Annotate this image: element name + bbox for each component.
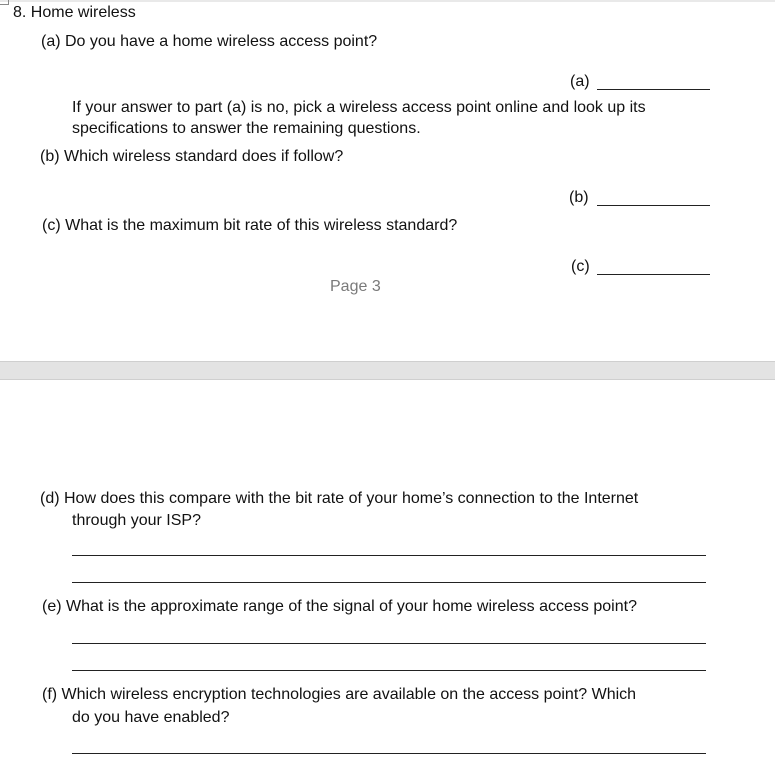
- page-top-edge: [0, 0, 775, 2]
- part-e-answer-line-2[interactable]: [72, 670, 706, 671]
- part-b-question: (b) Which wireless standard does if follow?: [40, 148, 344, 165]
- part-f-question-line-1: (f) Which wireless encryption technologies are available on the access point? Which: [42, 686, 637, 703]
- part-e-answer-line-1[interactable]: [72, 643, 706, 644]
- part-d-answer-line-2[interactable]: [72, 582, 706, 583]
- part-c-answer-line[interactable]: [597, 274, 710, 275]
- question-title: 8. Home wireless: [13, 4, 136, 21]
- note-line-2: specifications to answer the remaining questions.: [72, 120, 421, 137]
- part-d-question-line-2: through your ISP?: [72, 512, 201, 529]
- part-c-question: (c) What is the maximum bit rate of this wireless standard?: [42, 217, 458, 234]
- note-line-1: If your answer to part (a) is no, pick a wireless access point online and look up its: [72, 99, 646, 116]
- page-corner-mark: [0, 0, 9, 5]
- part-d-answer-line-1[interactable]: [72, 555, 706, 556]
- part-f-question-line-2: do you have enabled?: [72, 709, 230, 726]
- part-a-question: (a) Do you have a home wireless access point?: [41, 33, 378, 50]
- part-c-answer-label: (c): [571, 258, 590, 275]
- part-b-answer-label: (b): [569, 189, 589, 206]
- page-break-separator: [0, 361, 775, 380]
- part-e-question: (e) What is the approximate range of the signal of your home wireless access point?: [42, 598, 637, 615]
- part-a-answer-label: (a): [570, 73, 590, 90]
- page-number-label: Page 3: [330, 278, 381, 295]
- part-b-answer-line[interactable]: [597, 205, 710, 206]
- part-f-answer-line-1[interactable]: [72, 753, 706, 754]
- part-d-question-line-1: (d) How does this compare with the bit rate of your home’s connection to the Internet: [40, 490, 639, 507]
- part-a-answer-line[interactable]: [597, 89, 710, 90]
